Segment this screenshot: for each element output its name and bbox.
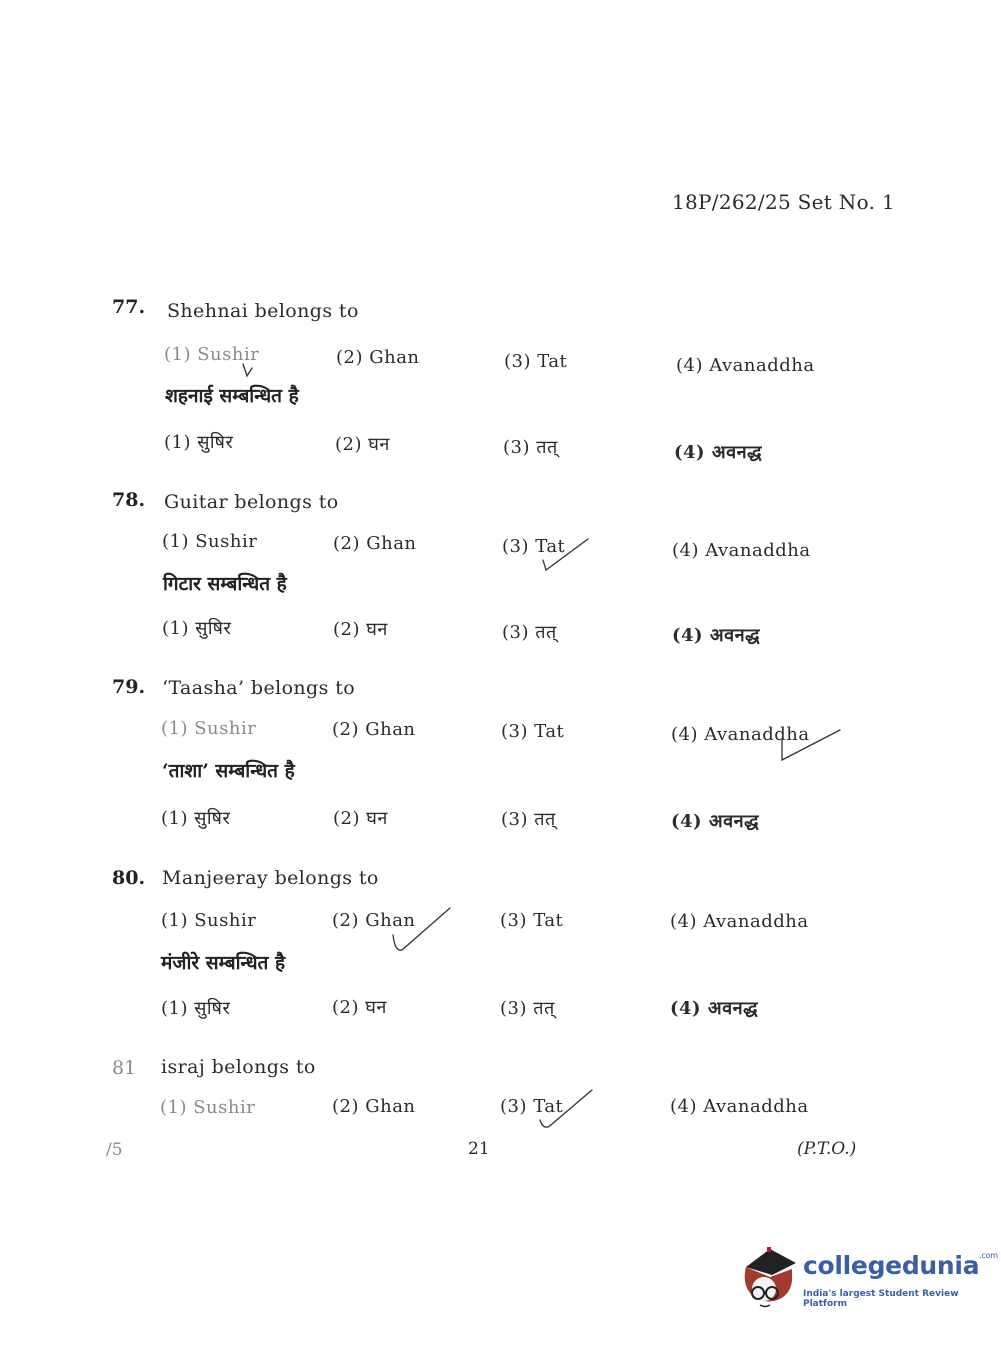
hindi-option-4: (4) अवनद्ध bbox=[672, 625, 760, 646]
option-4: (4) Avanaddha bbox=[670, 911, 809, 932]
question-text: Shehnai belongs to bbox=[167, 300, 359, 322]
option-3: (3) Tat bbox=[500, 1096, 564, 1117]
page-number: 21 bbox=[468, 1139, 490, 1159]
tick-mark-77 bbox=[243, 364, 252, 376]
option-1: (1) Sushir bbox=[161, 718, 257, 739]
hindi-option-2: (2) घन bbox=[332, 997, 387, 1018]
hindi-option-4: (4) अवनद्ध bbox=[670, 998, 758, 1019]
hindi-option-1: (1) सुषिर bbox=[161, 998, 231, 1019]
paper-code-header: 18P/262/25 Set No. 1 bbox=[672, 190, 895, 214]
question-text: ‘Taasha’ belongs to bbox=[162, 677, 356, 699]
mascot-icon bbox=[740, 1245, 800, 1311]
option-2: (2) Ghan bbox=[332, 1096, 416, 1117]
question-number: 81 bbox=[112, 1057, 137, 1079]
question-number: 79. bbox=[112, 676, 146, 698]
hindi-option-2: (2) घन bbox=[333, 808, 388, 829]
option-1: (1) Sushir bbox=[161, 910, 257, 931]
hindi-option-4: (4) अवनद्ध bbox=[674, 442, 762, 463]
hindi-option-1: (1) सुषिर bbox=[164, 432, 234, 453]
option-2: (2) Ghan bbox=[332, 910, 416, 931]
hindi-question-text: ‘ताशा’ सम्बन्धित है bbox=[162, 760, 295, 782]
option-2: (2) Ghan bbox=[333, 533, 417, 554]
hindi-option-3: (3) तत् bbox=[502, 622, 557, 643]
pto-label: (P.T.O.) bbox=[797, 1139, 857, 1159]
question-number: 77. bbox=[112, 296, 146, 318]
option-4: (4) Avanaddha bbox=[670, 1096, 809, 1117]
hindi-question-text: गिटार सम्बन्धित है bbox=[163, 573, 287, 595]
option-1: (1) Sushir bbox=[160, 1097, 256, 1118]
footer-left-code: /5 bbox=[106, 1140, 123, 1160]
option-4: (4) Avanaddha bbox=[676, 355, 815, 376]
option-4: (4) Avanaddha bbox=[672, 540, 811, 561]
option-3: (3) Tat bbox=[501, 721, 565, 742]
option-2: (2) Ghan bbox=[336, 347, 420, 368]
hindi-option-1: (1) सुषिर bbox=[161, 808, 231, 829]
option-3: (3) Tat bbox=[504, 351, 568, 372]
hindi-option-3: (3) तत् bbox=[500, 998, 555, 1019]
collegedunia-logo bbox=[740, 1245, 998, 1319]
question-text: Guitar belongs to bbox=[164, 491, 339, 513]
option-4: (4) Avanaddha bbox=[671, 724, 810, 745]
logo-wordmark bbox=[803, 1251, 998, 1280]
hindi-option-2: (2) घन bbox=[335, 434, 390, 455]
hindi-question-text: मंजीरे सम्बन्धित है bbox=[161, 952, 286, 974]
question-text: Manjeeray belongs to bbox=[162, 867, 379, 889]
hindi-option-4: (4) अवनद्ध bbox=[671, 811, 759, 832]
logo-tagline: India's largest Student Review Platform bbox=[803, 1289, 959, 1309]
logo-suffix: .com bbox=[979, 1251, 998, 1260]
option-2: (2) Ghan bbox=[332, 719, 416, 740]
logo-name: collegedunia bbox=[803, 1251, 980, 1280]
hindi-option-2: (2) घन bbox=[333, 619, 388, 640]
question-text: israj belongs to bbox=[161, 1056, 316, 1078]
option-1: (1) Sushir bbox=[164, 344, 260, 365]
question-number: 78. bbox=[112, 489, 146, 511]
question-number: 80. bbox=[112, 867, 146, 889]
option-3: (3) Tat bbox=[502, 536, 566, 557]
hindi-option-3: (3) तत् bbox=[503, 437, 558, 458]
hindi-option-3: (3) तत् bbox=[501, 809, 556, 830]
hindi-question-text: शहनाई सम्बन्धित है bbox=[165, 385, 299, 407]
hindi-option-1: (1) सुषिर bbox=[162, 618, 232, 639]
option-1: (1) Sushir bbox=[162, 531, 258, 552]
option-3: (3) Tat bbox=[500, 910, 564, 931]
